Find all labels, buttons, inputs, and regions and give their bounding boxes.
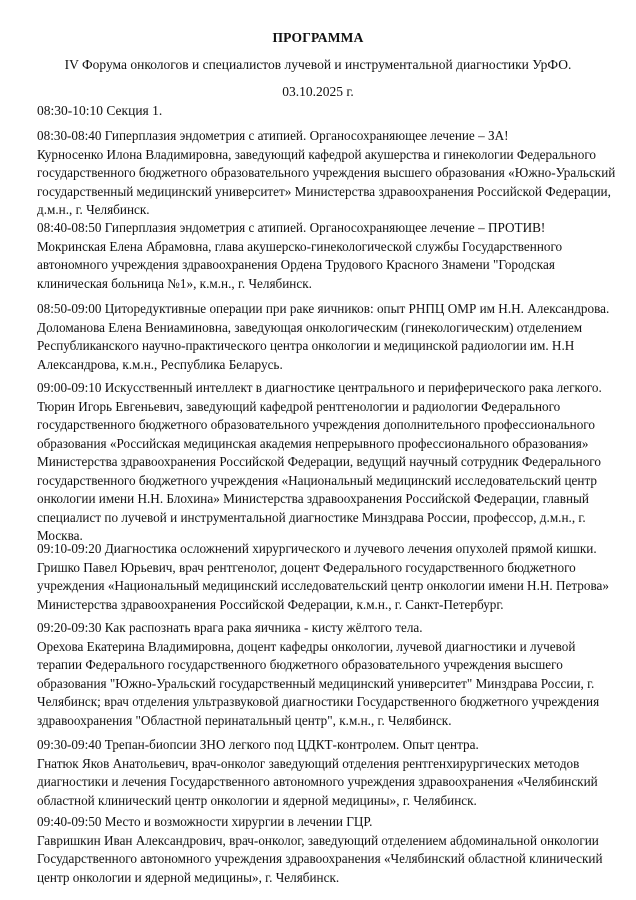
entry-speaker-cont: государственного бюджетного учреждения «Национальный медицинский исследовательский центр: [37, 472, 597, 488]
program-entry: [37, 813, 617, 887]
entry-topic: 09:10-09:20 Диагностика осложнений хирургического и лучевого лечения опухолей прямой кишки.: [37, 541, 597, 556]
program-entry: [37, 300, 617, 374]
entry-speaker: Гришко Павел Юрьевич, врач рентгенолог, доцент Федерального государственного бюджетного: [37, 559, 576, 575]
program-entry: [37, 219, 617, 293]
entry-topic: 08:40-08:50 Гиперплазия эндометрия с атипией. Органосохраняющее лечение – ПРОТИВ!: [37, 220, 546, 235]
entry-speaker-cont: Министерства здравоохранения Российской Федерации, ведущий научный сотрудник Федерального: [37, 454, 601, 469]
document-title: ПРОГРАММА: [272, 30, 364, 45]
program-entry: [37, 619, 617, 730]
entry-speaker-cont: образования «Российская медицинская академия непрерывного профессионального образования»: [37, 435, 589, 451]
program-entry: [37, 127, 617, 220]
entry-speaker-cont: Челябинск; врач отделения ультразвуковой диагностики Государственного бюджетного учреждения: [37, 694, 600, 709]
entry-speaker: Мокринская Елена Абрамовна, глава акушерско-гинекологической службы Государственного: [37, 238, 563, 254]
event-date: 03.10.2025 г.: [282, 84, 354, 99]
entry-speaker-cont: центр онкологии и ядерной медицины», г. Челябинск.: [37, 869, 340, 885]
entry-speaker-cont: Республиканского научно-практического центра онкологии и медицинской радиологии им. Н.Н: [37, 338, 575, 353]
entry-topic: 09:40-09:50 Место и возможности хирургии в лечении ГЦР.: [37, 814, 373, 829]
entry-speaker: Гнатюк Яков Анатольевич, врач-онколог заведующий отделения рентгенхирургических методов: [37, 755, 580, 771]
entry-speaker-cont: Государственного автономного учреждения здравоохранения «Челябинский областной клинический: [37, 851, 603, 866]
entry-speaker-cont: клиническая больница №1», к.м.н., г. Челябинск.: [37, 275, 312, 291]
entry-speaker-cont: терапии Федерального государственного бюджетного образовательного учреждения высшего: [37, 657, 563, 672]
entry-speaker-cont: специалист по лучевой и инструментальной диагностике Минздрава России, профессор, д.м.н., г.: [37, 509, 586, 525]
entry-speaker-cont: д.м.н., г. Челябинск.: [37, 202, 150, 217]
entry-speaker: Гавришкин Иван Александрович, врач-онколог, заведующий отделением абдоминальной онкологии: [37, 832, 599, 848]
entry-speaker-cont: онкологии имени Н.Н. Блохина» Министерства здравоохранения Российской Федерации, главный: [37, 491, 589, 506]
entry-speaker-cont: государственный медицинский университет» Министерства здравоохранения Российской Федерации,: [37, 183, 611, 199]
entry-speaker-cont: Министерства здравоохранения Российской Федерации, к.м.н., г. Санкт-Петербург.: [37, 596, 504, 612]
entry-speaker-cont: диагностики и лечения Государственного автономного учреждения здравоохранения «Челябинский: [37, 774, 598, 789]
entry-topic: 08:50-09:00 Циторедуктивные операции при раке яичников: опыт РНПЦ ОМР им Н.Н. Александрова.: [37, 301, 610, 316]
entry-speaker: Доломанова Елена Вениаминовна, заведующая онкологическим (гинекологическим) отделением: [37, 319, 583, 335]
entry-speaker-cont: автономного учреждения здравоохранения Ордена Трудового Красного Знамени "Городская: [37, 257, 555, 272]
section-heading: 08:30-10:10 Секция 1.: [37, 103, 163, 118]
entry-topic: 09:00-09:10 Искусственный интеллект в диагностике центрального и периферического рака легкого.: [37, 380, 602, 395]
entry-topic: 09:20-09:30 Как распознать врага рака яичника - кисту жёлтого тела.: [37, 620, 423, 635]
forum-subtitle: IV Форума онкологов и специалистов лучевой и инструментальной диагностики УрФО.: [64, 57, 572, 72]
entry-topic: 09:30-09:40 Трепан-биопсии ЗНО легкого под ЦДКТ-контролем. Опыт центра.: [37, 737, 479, 752]
entry-speaker-cont: учреждения «Национальный медицинский исследовательский центр онкологии имени Н.Н. Петрова»: [37, 578, 609, 593]
entry-speaker-cont: государственного бюджетного образовательного учреждения дополнительного профессионального: [37, 417, 595, 432]
entry-speaker-cont: образования "Южно-Уральский государственный медицинский университет" Минздрава России, г.: [37, 675, 595, 691]
entry-speaker-cont: государственного бюджетного образовательного учреждения высшего образования «Южно-Уральский: [37, 165, 616, 180]
program-entry: [37, 379, 617, 546]
entry-speaker: Курносенко Илона Владимировна, заведующий кафедрой акушерства и гинекологии Федерального: [37, 146, 597, 162]
entry-speaker: Орехова Екатерина Владимировна, доцент кафедры онкологии, лучевой диагностики и лучевой: [37, 638, 576, 654]
entry-topic: 08:30-08:40 Гиперплазия эндометрия с атипией. Органосохраняющее лечение – ЗА!: [37, 128, 509, 143]
program-entry: [37, 736, 617, 810]
entry-speaker-cont: областной клинический центр онкологии и ядерной медицины», г. Челябинск.: [37, 792, 477, 808]
entry-speaker-cont: Москва.: [37, 528, 83, 543]
program-entry: [37, 540, 617, 614]
entry-speaker: Тюрин Игорь Евгеньевич, заведующий кафедрой рентгенологии и радиологии Федерального: [37, 398, 561, 414]
entry-speaker-cont: Александрова, к.м.н., Республика Беларусь.: [37, 356, 283, 372]
entry-speaker-cont: здравоохранения "Областной перинатальный центр", к.м.н., г. Челябинск.: [37, 712, 452, 728]
